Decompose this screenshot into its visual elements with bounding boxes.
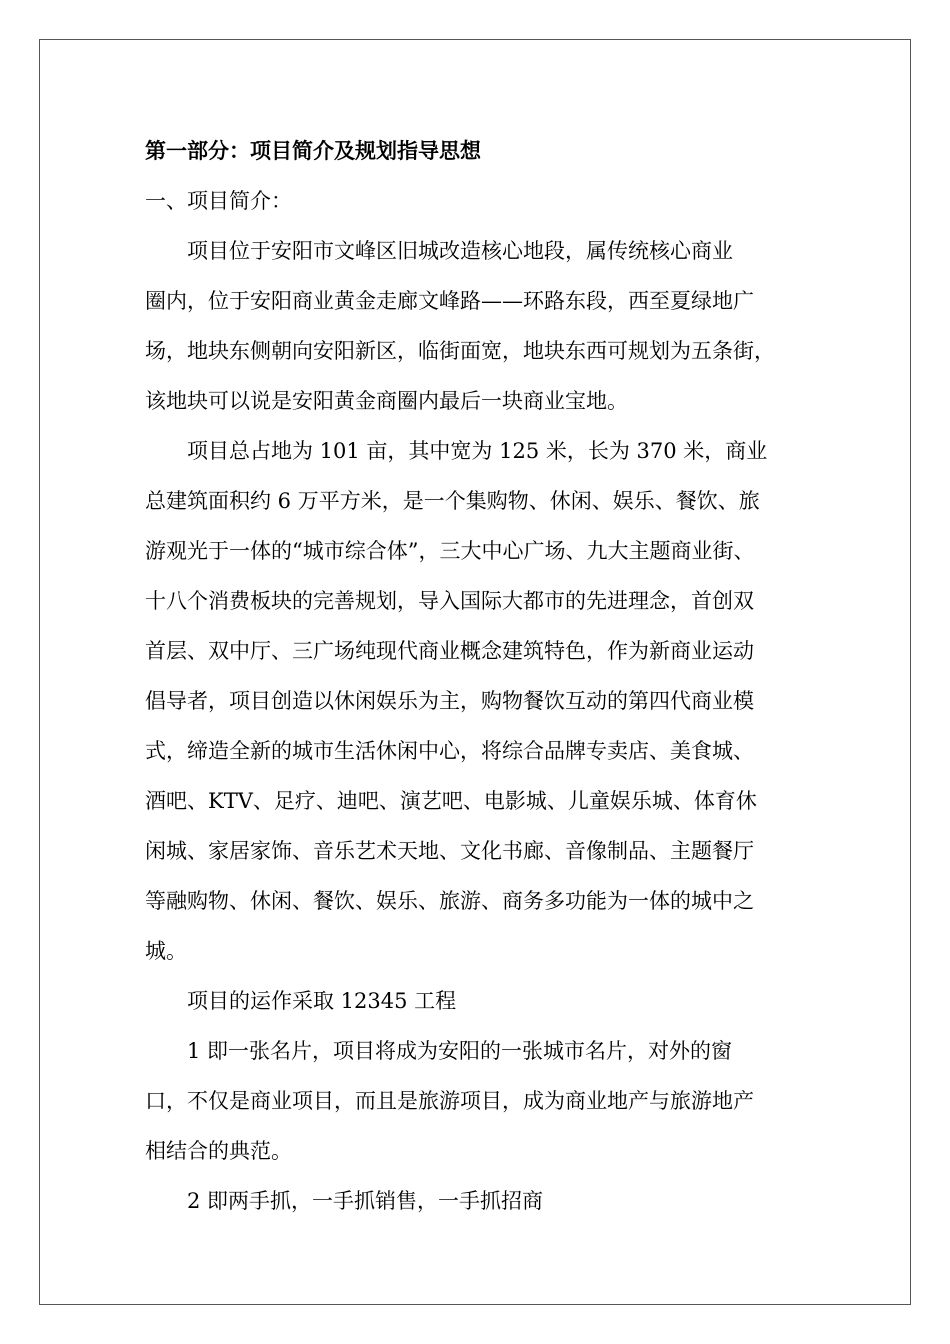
paragraph-line: 口，不仅是商业项目，而且是旅游项目，成为商业地产与旅游地产 — [145, 1089, 754, 1113]
paragraph-line: 总建筑面积约 6 万平方米，是一个集购物、休闲、娱乐、餐饮、旅 — [145, 489, 760, 513]
paragraph-line: 1 即一张名片，项目将成为安阳的一张城市名片，对外的窗 — [145, 1039, 733, 1063]
paragraph-line: 相结合的典范。 — [145, 1139, 292, 1163]
paragraph-line: 项目总占地为 101 亩，其中宽为 125 米，长为 370 米，商业 — [145, 439, 768, 463]
paragraph-line: 式，缔造全新的城市生活休闲中心，将综合品牌专卖店、美食城、 — [145, 739, 754, 763]
page-border — [39, 39, 911, 1305]
paragraph-line: 该地块可以说是安阳黄金商圈内最后一块商业宝地。 — [145, 389, 628, 413]
paragraph-line: 等融购物、休闲、餐饮、娱乐、旅游、商务多功能为一体的城中之 — [145, 889, 754, 913]
paragraph-line: 倡导者，项目创造以休闲娱乐为主，购物餐饮互动的第四代商业模 — [145, 689, 754, 713]
paragraph-line: 场，地块东侧朝向安阳新区，临街面宽，地块东西可规划为五条街， — [145, 339, 775, 363]
section-title: 第一部分：项目简介及规划指导思想 — [145, 138, 481, 163]
paragraph-line: 游观光于一体的“城市综合体”，三大中心广场、九大主题商业街、 — [145, 539, 755, 563]
paragraph-line: 十八个消费板块的完善规划，导入国际大都市的先进理念，首创双 — [145, 589, 754, 613]
paragraph-line: 项目的运作采取 12345 工程 — [145, 989, 457, 1013]
subsection-title: 一、项目简介： — [145, 189, 292, 213]
paragraph-line: 闲城、家居家饰、音乐艺术天地、文化书廊、音像制品、主题餐厅 — [145, 839, 754, 863]
paragraph-line: 项目位于安阳市文峰区旧城改造核心地段，属传统核心商业 — [145, 239, 733, 263]
paragraph-line: 酒吧、KTV、足疗、迪吧、演艺吧、电影城、儿童娱乐城、体育休 — [145, 789, 757, 813]
paragraph-line: 圈内，位于安阳商业黄金走廊文峰路——环路东段，西至夏绿地广 — [145, 289, 754, 313]
paragraph-line: 2 即两手抓，一手抓销售，一手抓招商 — [145, 1189, 544, 1213]
paragraph-line: 首层、双中厅、三广场纯现代商业概念建筑特色，作为新商业运动 — [145, 639, 754, 663]
paragraph-line: 城。 — [145, 939, 187, 963]
